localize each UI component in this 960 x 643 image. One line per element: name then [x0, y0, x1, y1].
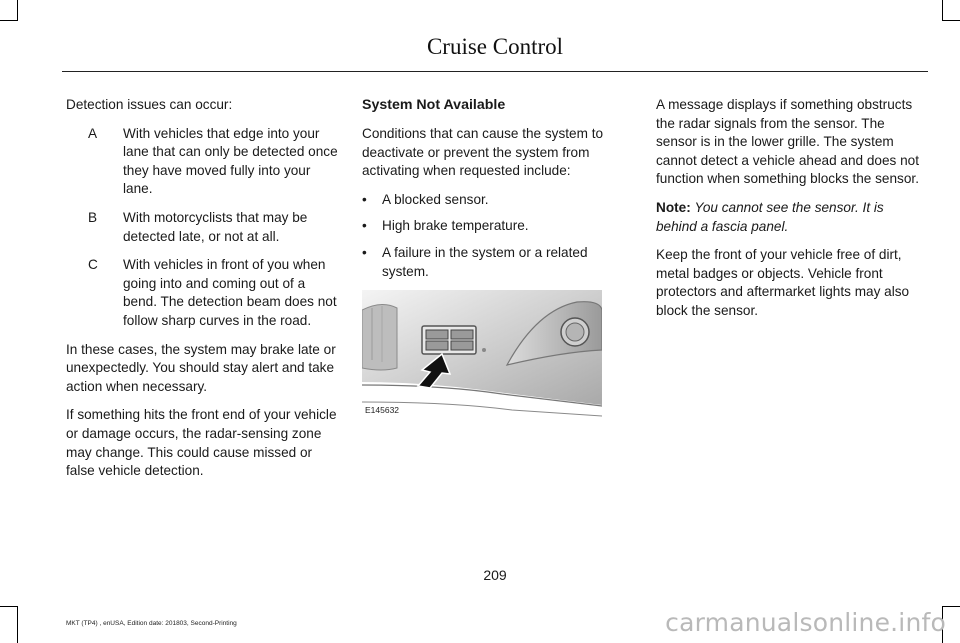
intro-text: Detection issues can occur:: [66, 97, 233, 112]
bullet-list: [362, 191, 614, 281]
list-item: [66, 256, 338, 330]
crop-mark: [17, 606, 18, 643]
crop-mark: [942, 606, 960, 607]
list-item-text: With vehicles in front of you when going into and coming out of a bend. The detection beam does not follow sharp curves in the road.: [123, 257, 337, 328]
section-heading: System Not Available: [362, 97, 506, 113]
list-item: [66, 209, 338, 246]
list-item-letter: A: [88, 125, 98, 141]
paragraph: Conditions that can cause the system to deactivate or prevent the system from activating when requested include:: [362, 126, 604, 179]
paragraph: A message displays if something obstructs the radar signals from the sensor. The sensor is in the lower grille. The system cannot detect a vehicle ahead and does not function when something blocks the sensor.: [656, 97, 920, 187]
list-item-text: A blocked sensor.: [382, 191, 489, 207]
page-number: 209: [483, 567, 507, 583]
crop-mark: [17, 0, 18, 20]
note-label: Note:: [656, 199, 691, 215]
list-item-text: A failure in the system or a related system.: [382, 244, 588, 279]
list-item-text: With vehicles that edge into your lane that can only be detected once they have moved fully into your lane.: [123, 125, 338, 197]
crop-mark: [0, 20, 18, 21]
list-item: [66, 125, 338, 199]
crop-mark: [942, 0, 943, 20]
crop-mark: [942, 20, 960, 21]
paragraph: In these cases, the system may brake late or unexpectedly. You should stay alert and take action when necessary.: [66, 341, 336, 394]
bullet-glyph: •: [362, 244, 367, 260]
list-item-letter: C: [88, 257, 98, 273]
bullet-glyph: •: [362, 218, 367, 234]
note-text: You cannot see the sensor. It is behind a fascia panel.: [656, 199, 884, 234]
watermark: carmanualsonline.info: [665, 608, 946, 637]
bullet-glyph: •: [362, 191, 367, 207]
letter-list: [66, 125, 338, 331]
column-1: [66, 96, 338, 491]
list-item-text: With motorcyclists that may be detected late, or not at all.: [123, 209, 308, 244]
paragraph: If something hits the front end of your vehicle or damage occurs, the radar-sensing zone may change. This could cause missed or false vehicle detection.: [66, 407, 337, 479]
footer-text: MKT (TP4) , enUSA, Edition date: 201803, Second-Printing: [66, 620, 237, 627]
list-item: [362, 244, 614, 281]
list-item: [362, 191, 614, 210]
list-item-letter: B: [88, 209, 98, 225]
crop-mark: [0, 606, 18, 607]
list-item-text: High brake temperature.: [382, 218, 529, 234]
page-title: Cruise Control: [426, 34, 564, 59]
paragraph: Keep the front of your vehicle free of dirt, metal badges or objects. Vehicle front protectors and aftermarket lights may also block the sensor.: [656, 247, 910, 318]
column-3: [656, 96, 928, 331]
note: [656, 199, 928, 236]
list-item: [362, 217, 614, 236]
header-rule: [62, 71, 928, 72]
sensor-illustration: [362, 290, 602, 422]
figure-id: E145632: [365, 405, 400, 415]
